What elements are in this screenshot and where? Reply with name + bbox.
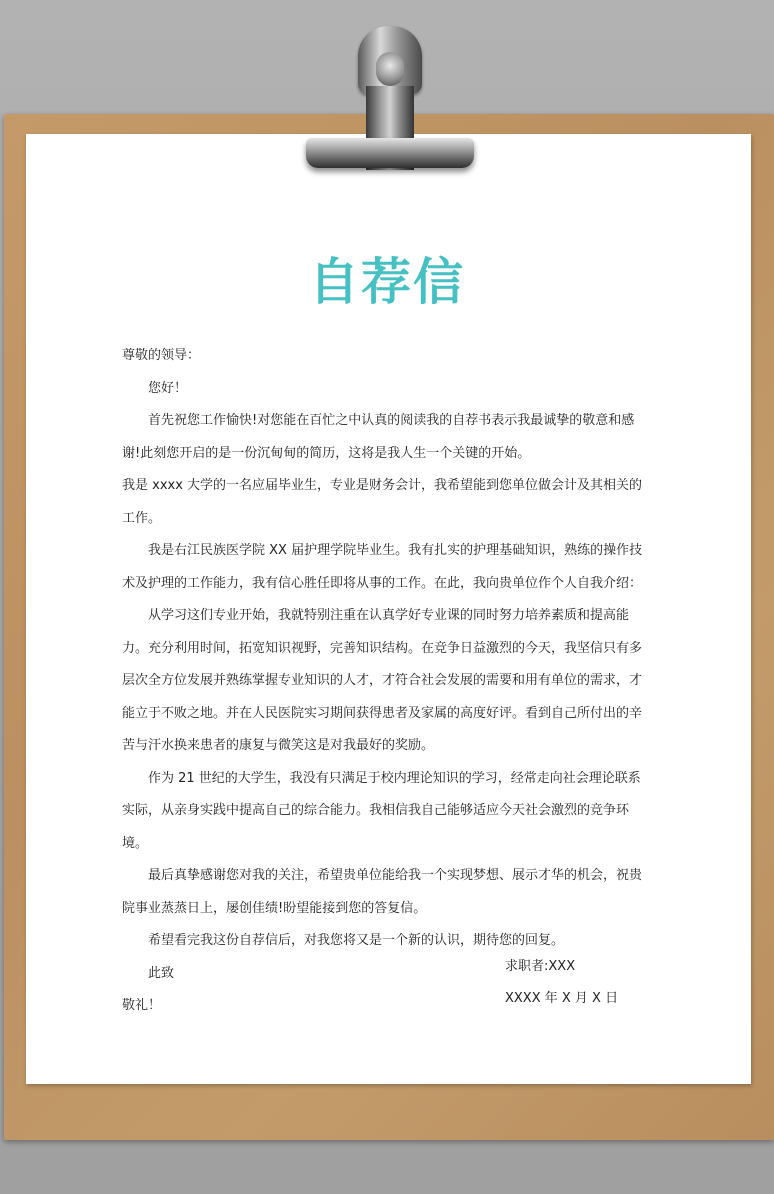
paragraph-6: 最后真挚感谢您对我的关注，希望贵单位能给我一个实现梦想、展示才华的机会，祝贵院事业蒸蒸日上，屡创佳绩!盼望能接到您的答复信。 bbox=[122, 868, 643, 916]
greeting: 您好！ bbox=[148, 380, 188, 396]
clip-base bbox=[306, 138, 474, 168]
salutation: 尊敬的领导： bbox=[122, 348, 201, 363]
applicant-signature: 求职者:XXX bbox=[505, 959, 576, 974]
paragraph-4: 从学习这们专业开始，我就特别注重在认真学好专业课的同时努力培养素质和提高能力。充分利用时间，拓宽知识视野，完善知识结构。在竞争日益激烈的今天，我坚信只有多层次全方位发展并熟练掌握专业知识的人才，才符合社会发展的需要和用有单位的需求，才能立于不败之地。并在人民医院实习期间获得患者及家属的高度好评。看到自己所付出的辛苦与汗水换来患者的康复与微笑这是对我最好的奖励。 bbox=[122, 608, 643, 753]
paragraph-5: 作为 21 世纪的大学生，我没有只满足于校内理论知识的学习，经常走向社会理论联系实际，从亲身实践中提高自己的综合能力。我相信我自己能够适应今天社会激烈的竞争环境。 bbox=[122, 770, 641, 851]
binder-clip-icon bbox=[300, 26, 480, 176]
letter-date: XXXX 年 X 月 X 日 bbox=[505, 991, 619, 1006]
paragraph-7: 希望看完我这份自荐信后，对我您将又是一个新的认识，期待您的回复。 bbox=[148, 933, 565, 948]
closing-line-1: 此致 bbox=[148, 965, 175, 981]
paragraph-3: 我是右江民族医学院 XX 届护理学院毕业生。我有扎实的护理基础知识，熟练的操作技术及护理的工作能力，我有信心胜任即将从事的工作。在此，我向贵单位作个人自我介绍： bbox=[122, 543, 643, 591]
letter-title: 自荐信 bbox=[309, 253, 465, 311]
clip-hole bbox=[376, 52, 404, 86]
letter-body bbox=[122, 340, 644, 1023]
closing-line-2: 敬礼！ bbox=[122, 998, 162, 1013]
paragraph-2: 我是 xxxx 大学的一名应届毕业生，专业是财务会计，我希望能到您单位做会计及其相关的工作。 bbox=[122, 478, 643, 526]
paragraph-1: 首先祝您工作愉快!对您能在百忙之中认真的阅读我的自荐书表示我最诚挚的敬意和感谢!此刻您开启的是一份沉甸甸的简历，这将是我人生一个关键的开始。 bbox=[122, 413, 635, 461]
